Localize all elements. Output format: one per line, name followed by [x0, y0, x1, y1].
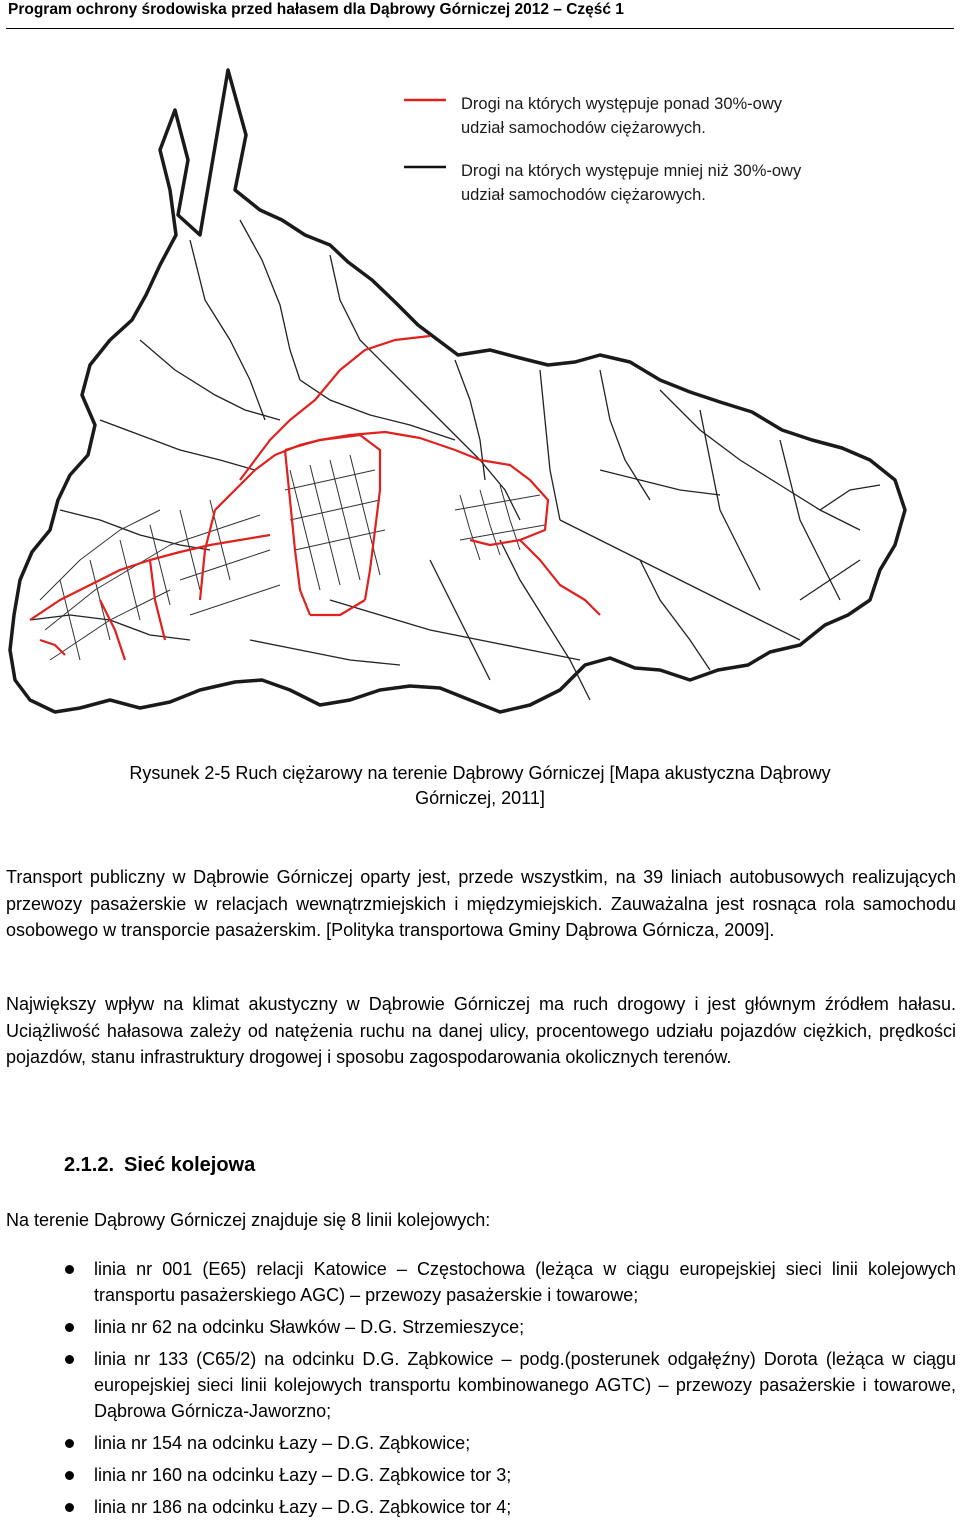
- page-header: [6, 0, 954, 30]
- map-legend: [404, 95, 802, 204]
- figure-caption-line-2: Górniczej, 2011]: [415, 788, 545, 808]
- list-item: linia nr 154 na odcinku Łazy – D.G. Ząbkowice;: [0, 1430, 960, 1456]
- paragraph-public-transport: Transport publiczny w Dąbrowie Górniczej oparty jest, przede wszystkim, na 39 liniach autobusowych realizujących przewozy pasażerskie w relacjach wewnątrzmiejskich i międzymiejskich. Zauważalna jest rosnąca rola samochodu osobowego w transporcie pasażerskim. [Polityka transportowa Gminy Dąbrowa Górnicza, 2009].: [6, 867, 956, 940]
- truck-traffic-map: [0, 40, 960, 740]
- minor-roads: [30, 220, 880, 700]
- figure-caption-line-1: Rysunek 2-5 Ruch ciężarowy na terenie Dąbrowy Górniczej [Mapa akustyczna Dąbrowy: [129, 763, 831, 783]
- railway-intro: Na terenie Dąbrowy Górniczej znajduje się 8 linii kolejowych:: [6, 1210, 491, 1230]
- legend-red-line1: Drogi na których występuje ponad 30%-owy: [461, 95, 783, 113]
- legend-black-line2: udział samochodów ciężarowych.: [461, 186, 706, 204]
- header-title: Program ochrony środowiska przed hałasem dla Dąbrowy Górniczej 2012 – Część 1: [8, 1, 624, 18]
- legend-red-line2: udział samochodów ciężarowych.: [461, 119, 706, 137]
- section-title: Sieć kolejowa: [124, 1154, 256, 1176]
- list-item: linia nr 62 na odcinku Sławków – D.G. Strzemieszyce;: [0, 1314, 960, 1340]
- section-number: 2.1.2.: [64, 1154, 115, 1176]
- section-heading: [64, 1154, 255, 1177]
- legend-black-line1: Drogi na których występuje mniej niż 30%-owy: [461, 162, 802, 180]
- heavy-truck-roads: [30, 336, 600, 660]
- list-item: linia nr 001 (E65) relacji Katowice – Częstochowa (leżąca w ciągu europejskiej sieci linii kolejowych transportu pasażerskiego AGC) – przewozy pasażerskie i towarowe;: [0, 1256, 960, 1308]
- paragraph-road-noise: Największy wpływ na klimat akustyczny w Dąbrowie Górniczej ma ruch drogowy i jest głównym źródłem hałasu. Uciążliwość hałasowa zależy od natężenia ruchu na danej ulicy, procentowego udziału pojazdów ciężkich, prędkości pojazdów, stanu infrastruktury drogowej i sposobu zagospodarowania okolicznych terenów.: [6, 994, 956, 1067]
- header-divider: [6, 28, 954, 29]
- list-item: linia nr 160 na odcinku Łazy – D.G. Ząbkowice tor 3;: [0, 1462, 960, 1488]
- railway-lines-list: [0, 1256, 960, 1526]
- list-item: linia nr 133 (C65/2) na odcinku D.G. Ząbkowice – podg.(posterunek odgałęźny) Dorota (leżąca w ciągu europejskiej sieci linii kolejowych transportu kombinowanego AGTC) – przewozy pasażerskie i towarowe, Dąbrowa Górnicza-Jaworzno;: [0, 1346, 960, 1424]
- urban-grid-center: [285, 455, 545, 590]
- list-item: linia nr 186 na odcinku Łazy – D.G. Ząbkowice tor 4;: [0, 1494, 960, 1520]
